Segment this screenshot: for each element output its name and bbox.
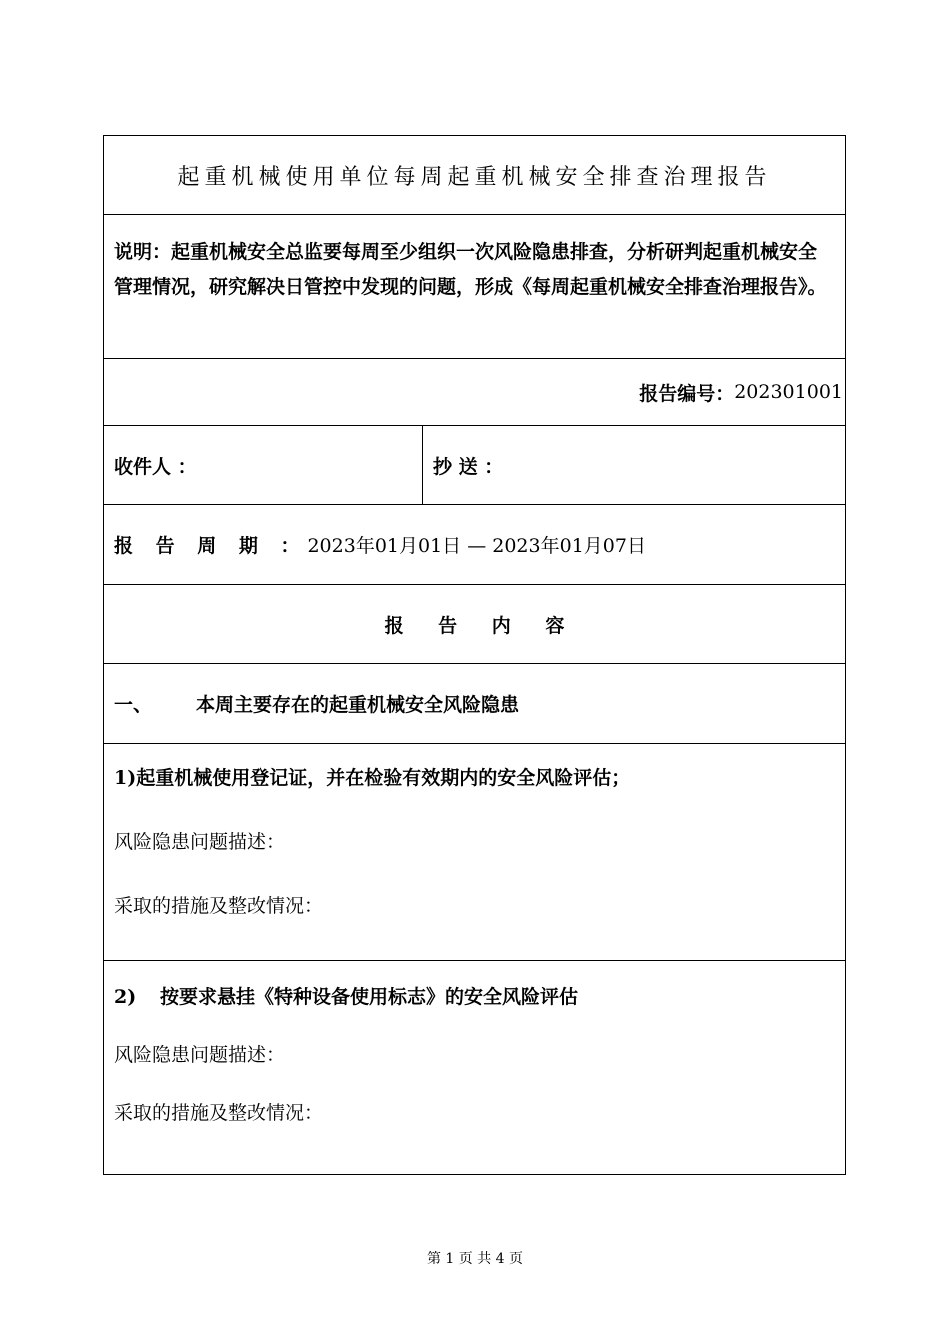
report-table <box>103 135 846 1175</box>
section-1-title: 本周主要存在的起重机械安全风险隐患 <box>196 694 520 716</box>
item-1-desc-label[interactable]: 风险隐患问题描述： <box>114 831 286 853</box>
item-2-title <box>114 985 835 1023</box>
recipient-row <box>104 426 845 505</box>
recipient-cell[interactable] <box>104 426 423 504</box>
report-number-row <box>104 359 845 426</box>
item-1-number: 1) <box>114 767 137 789</box>
item-1-title <box>114 766 835 804</box>
note-row <box>104 215 845 359</box>
item-1-row <box>104 744 845 961</box>
content-header: 报 告 内 容 <box>384 614 579 637</box>
report-number-label: 报告编号： <box>639 382 735 405</box>
item-1-text: 起重机械使用登记证，并在检验有效期内的安全风险评估； <box>136 767 631 789</box>
period-row <box>104 505 845 585</box>
instruction-note: 说明：起重机械安全总监要每周至少组织一次风险隐患排查，分析研判起重机械安全管理情况，研究解决日管控中发现的问题，形成《每周起重机械安全排查治理报告》。 <box>114 241 827 298</box>
item-2-desc-label[interactable]: 风险隐患问题描述： <box>114 1044 286 1066</box>
report-number-value: 202301001 <box>734 381 843 403</box>
period-label: 报 告 周 期 ： <box>114 535 308 557</box>
page-footer: 第 1 页 共 4 页 <box>426 1251 524 1267</box>
cc-cell[interactable] <box>423 426 845 504</box>
item-2-text: 按要求悬挂《特种设备使用标志》的安全风险评估 <box>160 986 579 1008</box>
item-1-measure-label[interactable]: 采取的措施及整改情况： <box>114 895 324 917</box>
item-2-number: 2) <box>114 986 137 1008</box>
cc-label: 抄 送 ： <box>433 455 504 478</box>
section-1-number: 一、 <box>114 694 153 716</box>
item-2-row <box>104 961 845 1174</box>
report-title: 起重机械使用单位每周起重机械安全排查治理报告 <box>177 164 772 190</box>
item-2-measure-label[interactable]: 采取的措施及整改情况： <box>114 1102 324 1124</box>
recipient-label: 收件人 ： <box>114 455 197 478</box>
title-row <box>104 136 845 215</box>
content-header-row <box>104 585 845 664</box>
section-1-row <box>104 664 845 744</box>
period-value: 2023年01月01日 — 2023年01月07日 <box>307 535 646 557</box>
